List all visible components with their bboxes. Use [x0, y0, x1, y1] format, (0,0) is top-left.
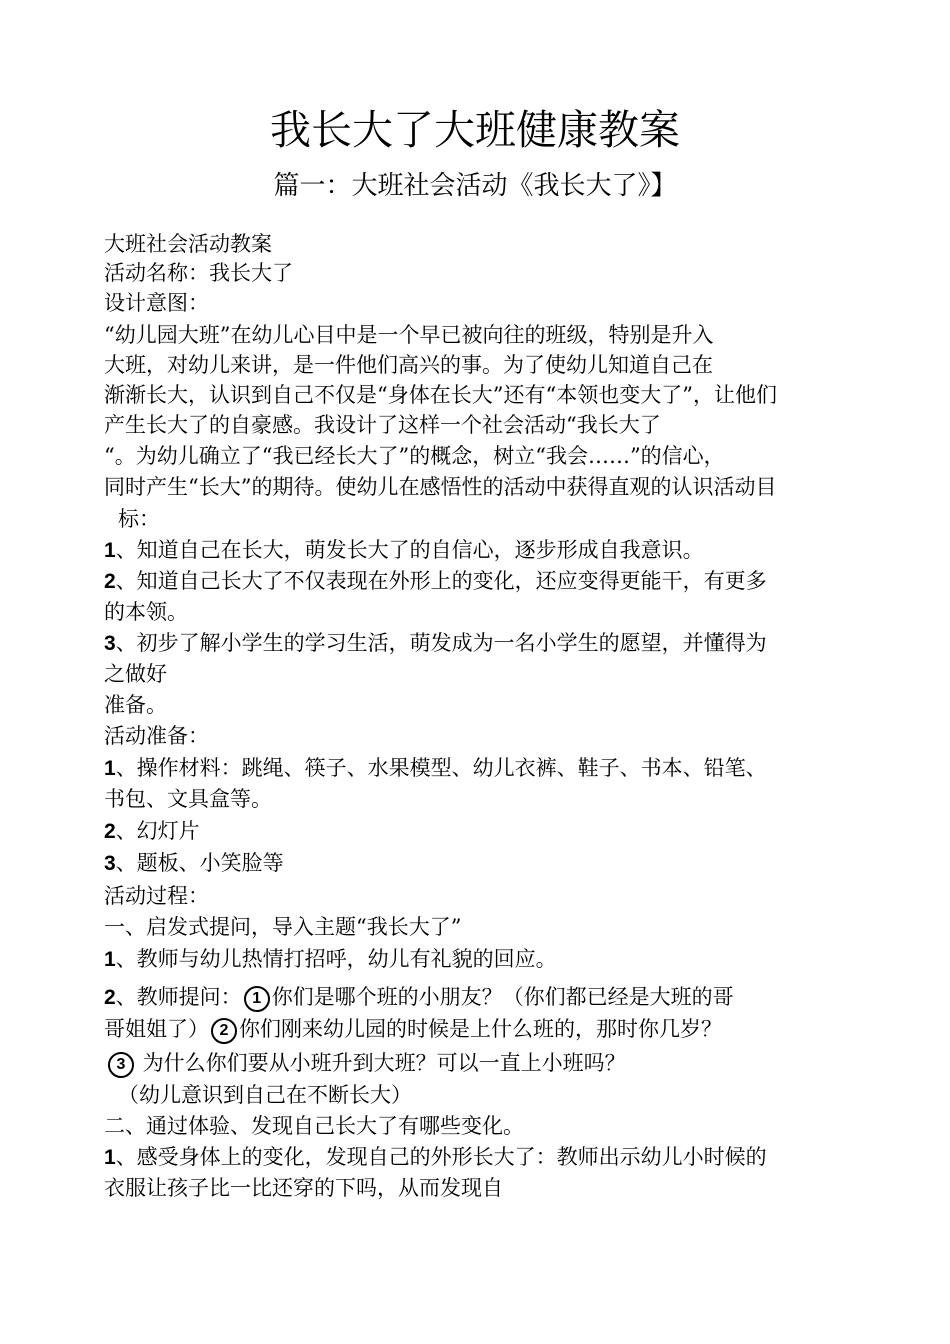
text-line [104, 229, 272, 259]
text-line [118, 1080, 412, 1110]
text-line [104, 848, 284, 879]
line-text: 二、通过体验、发现自己长大了有哪些变化。 [104, 1114, 524, 1138]
line-text: 大班社会活动教案 [104, 232, 272, 256]
line-text: 、幻灯片 [115, 819, 200, 843]
document-subtitle: 篇一：大班社会活动《我长大了》】 [273, 171, 677, 201]
text-line [104, 628, 767, 659]
document-title: 我长大了大班健康教案 [270, 106, 680, 154]
line-text: 渐渐长大，认识到自己不仅是“身体在长大”还有“本领也变大了”，让他们 [104, 383, 777, 407]
line-text: 设计意图： [104, 291, 209, 315]
line-text: 的本领。 [104, 600, 188, 624]
line-text: 之做好 [104, 662, 167, 686]
text-line [104, 912, 461, 942]
text-line [104, 944, 557, 975]
line-text: 活动名称：我长大了 [104, 261, 293, 285]
text-line [106, 1048, 626, 1078]
line-text: 、知道自己在长大，萌发长大了的自信心，逐步形成自我意识。 [115, 538, 704, 562]
text-line [104, 288, 209, 318]
line-text: “幼儿园大班”在幼儿心目中是一个早已被向往的班级，特别是升入 [104, 323, 714, 347]
line-text: 大班，对幼儿来讲，是一件他们高兴的事。为了使幼儿知道自己在 [104, 353, 713, 377]
text-line [104, 1111, 524, 1141]
text-line [104, 784, 272, 814]
text-line [118, 504, 160, 534]
line-text: 书包、文具盒等。 [104, 787, 272, 811]
line-text: 哥姐姐了） [104, 1017, 209, 1041]
text-line [104, 441, 725, 471]
line-text: 、知道自己长大了不仅表现在外形上的变化，还应变得更能干，有更多 [115, 569, 767, 593]
line-text: 衣服让孩子比一比还穿的下吗，从而发现自 [104, 1176, 503, 1200]
text-line [104, 753, 767, 784]
text-line [104, 258, 293, 288]
line-text: 为什么你们要从小班升到大班？可以一直上小班吗？ [136, 1051, 626, 1075]
line-text: （幼儿意识到自己在不断长大） [118, 1083, 412, 1107]
text-line [104, 816, 200, 847]
list-number: 1 [104, 948, 116, 971]
line-text: 你们是哪个班的小朋友？（你们都已经是大班的哥 [271, 985, 734, 1009]
text-line [104, 597, 188, 627]
list-number: 1 [104, 1146, 116, 1169]
text-line [104, 1014, 722, 1044]
list-number: 3 [104, 852, 116, 875]
list-number: 3 [104, 632, 116, 655]
text-line [104, 659, 167, 689]
line-text: 、初步了解小学生的学习生活，萌发成为一名小学生的愿望，并懂得为 [115, 631, 767, 655]
text-line [104, 350, 713, 380]
text-line [104, 1173, 503, 1203]
circled-number: 3 [108, 1052, 134, 1078]
line-text: 、教师提问： [115, 985, 242, 1009]
text-line [104, 320, 713, 350]
text-line [104, 380, 777, 410]
circled-number: 1 [244, 986, 270, 1012]
line-text: 、教师与幼儿热情打招呼，幼儿有礼貌的回应。 [115, 947, 557, 971]
line-text: 一、启发式提问，导入主题“我长大了” [104, 915, 462, 939]
line-text: 产生长大了的自豪感。我设计了这样一个社会活动“我长大了 [104, 413, 661, 437]
text-line [104, 690, 167, 720]
line-text: 标： [118, 507, 160, 531]
list-number: 2 [104, 820, 116, 843]
text-line [104, 881, 209, 911]
line-text: “。为幼儿确立了“我已经长大了”的概念，树立“我会……”的信心， [104, 444, 725, 468]
text-line [104, 472, 776, 502]
list-number: 1 [104, 757, 116, 780]
text-line [104, 721, 209, 751]
line-text: 同时产生“长大”的期待。使幼儿在感悟性的活动中获得直观的认识活动目 [104, 475, 777, 499]
circled-number: 2 [211, 1018, 237, 1044]
line-text: 活动过程： [104, 884, 209, 908]
list-number: 2 [104, 986, 116, 1009]
text-line [104, 566, 767, 597]
line-text: 活动准备： [104, 724, 209, 748]
line-text: 准备。 [104, 693, 167, 717]
text-line [104, 1142, 767, 1173]
text-line [104, 410, 661, 440]
line-text: 、操作材料：跳绳、筷子、水果模型、幼儿衣裤、鞋子、书本、铅笔、 [115, 756, 767, 780]
text-line [104, 982, 734, 1013]
line-text: 、题板、小笑脸等 [115, 851, 284, 875]
list-number: 2 [104, 570, 116, 593]
line-text: 你们刚来幼儿园的时候是上什么班的，那时你几岁？ [239, 1017, 722, 1041]
text-line [104, 535, 704, 566]
list-number: 1 [104, 539, 116, 562]
line-text: 、感受身体上的变化，发现自己的外形长大了：教师出示幼儿小时候的 [115, 1145, 767, 1169]
